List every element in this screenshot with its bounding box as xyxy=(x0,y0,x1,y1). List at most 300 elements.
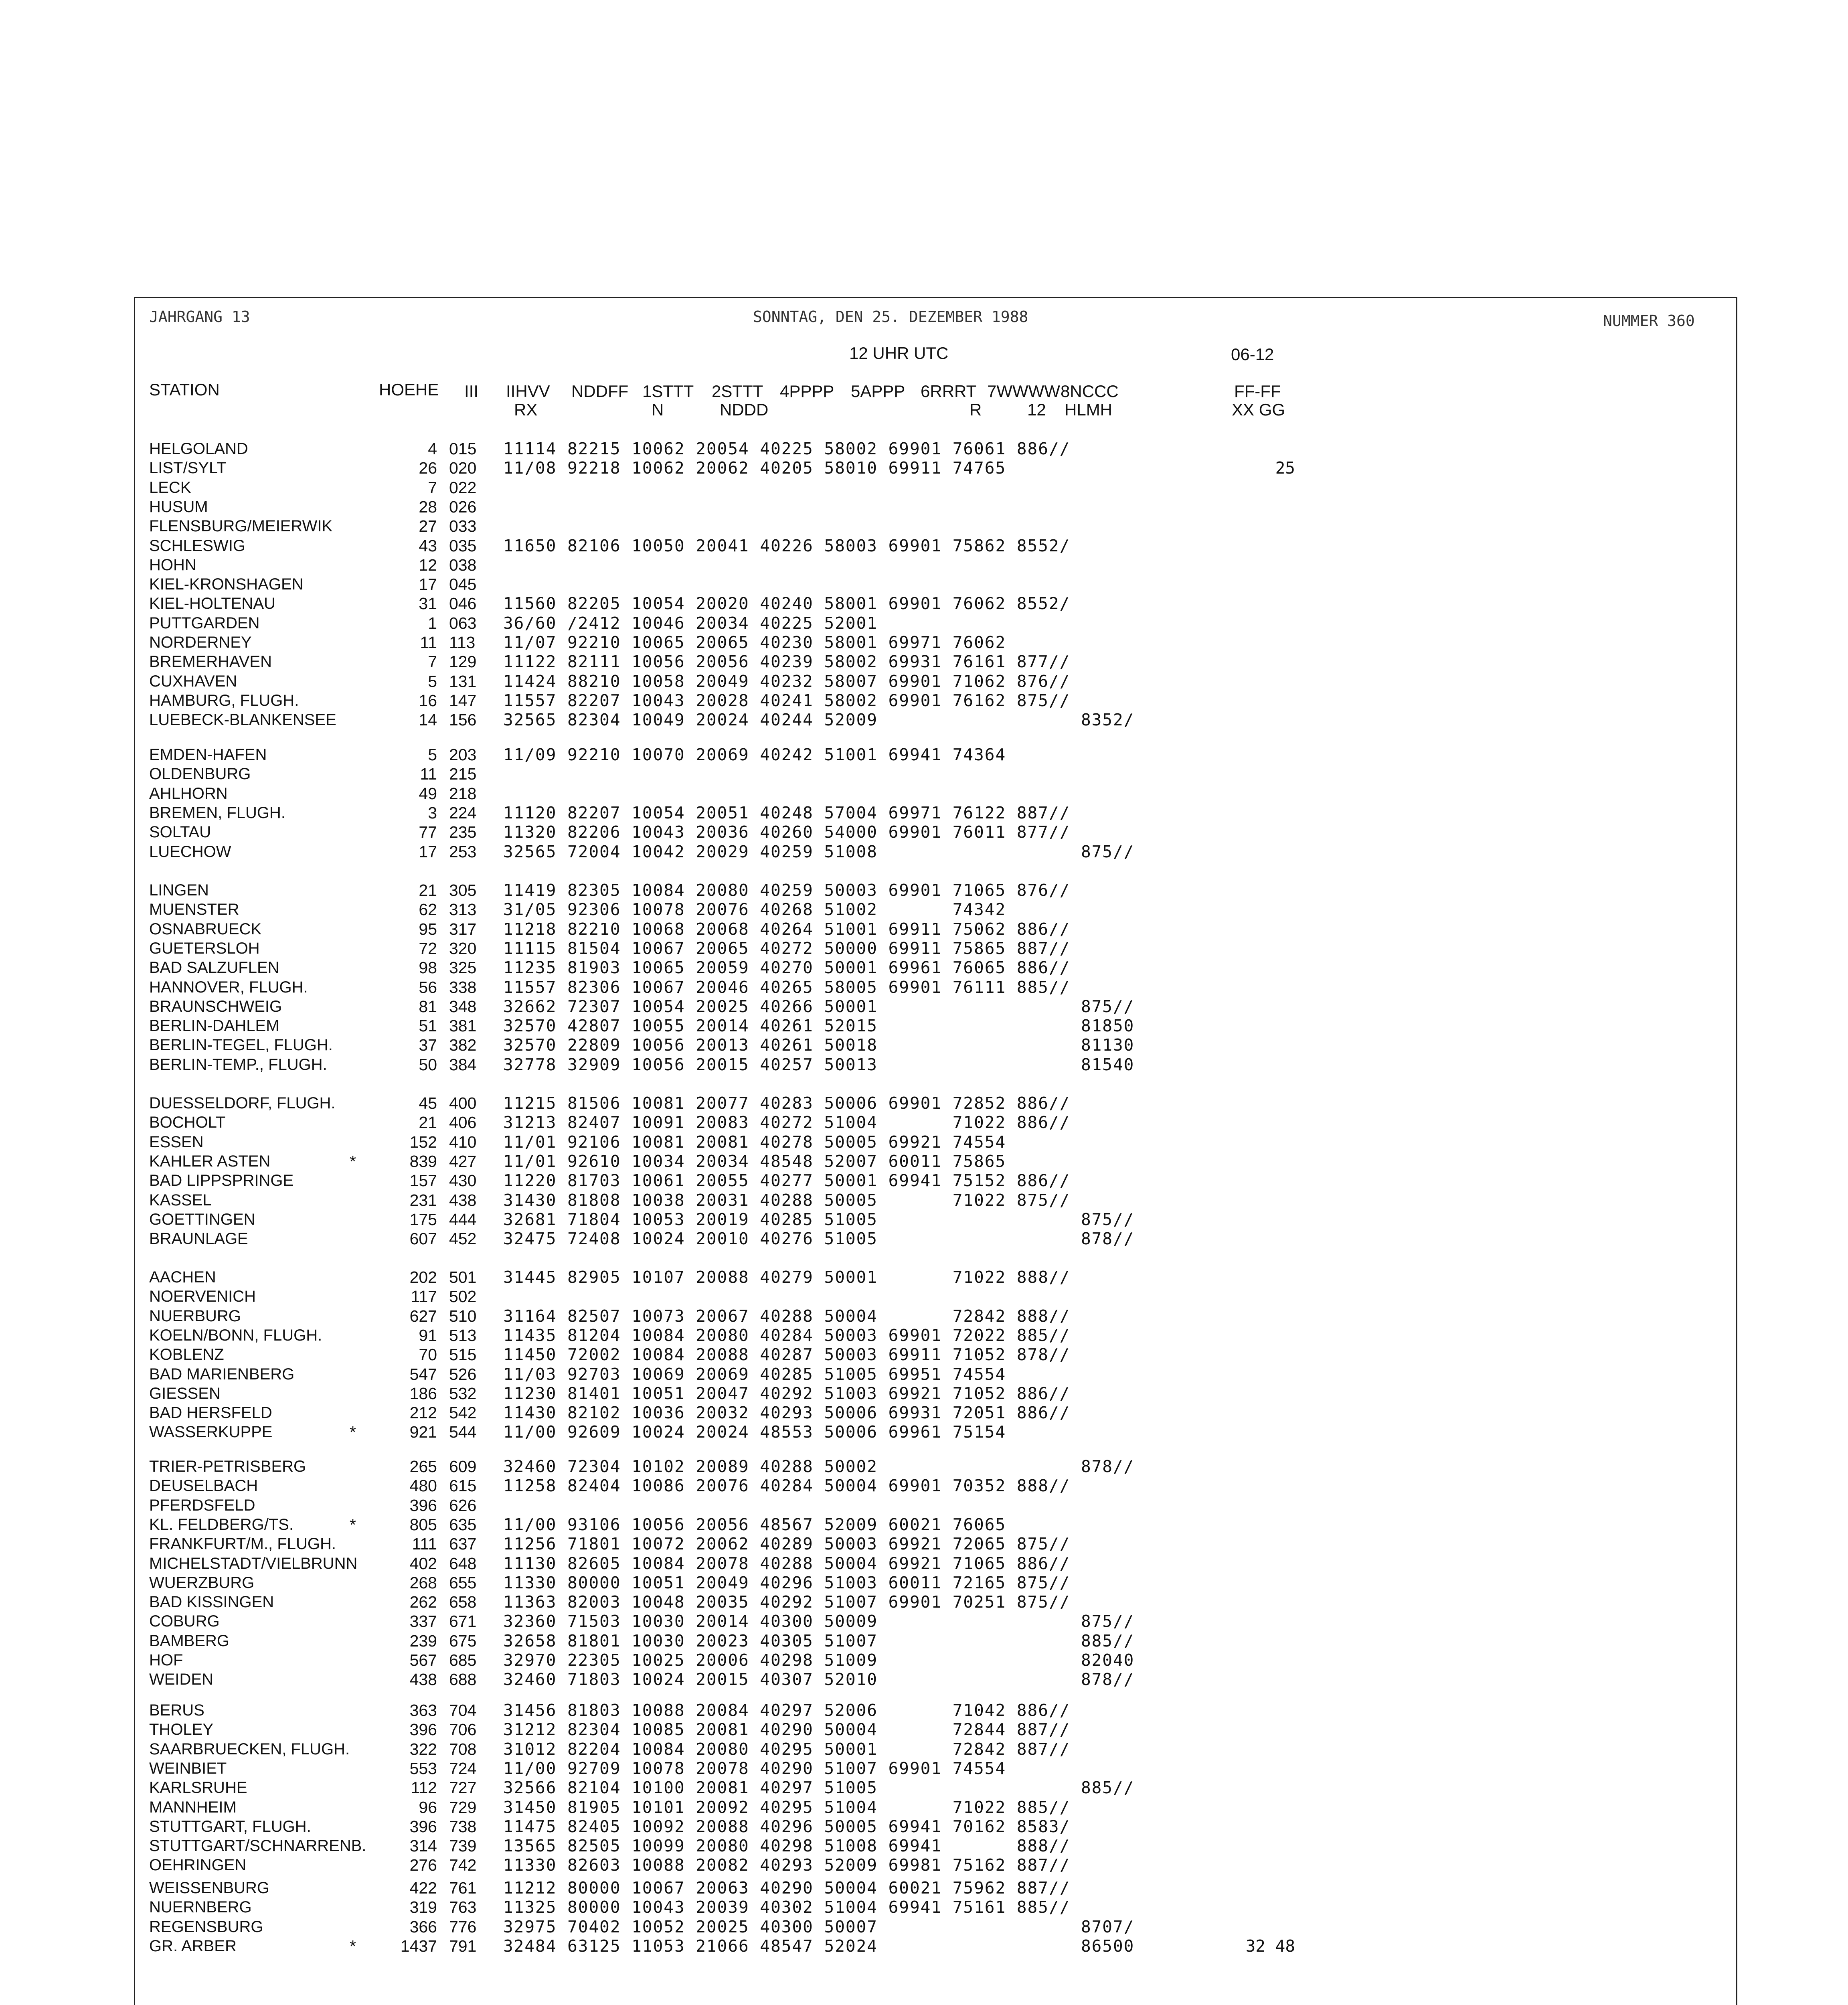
issue-number: NUMMER 360 xyxy=(1603,312,1695,330)
col-xxgg: XX GG xyxy=(1232,400,1285,419)
station-height: 337 xyxy=(409,1612,437,1630)
observation-code: 31012 82204 10084 20080 40295 50001 72842 887// xyxy=(503,1740,1071,1759)
station-name: KASSEL xyxy=(149,1191,212,1209)
table-row xyxy=(0,439,1848,458)
observation-code: 31212 82304 10085 20081 40290 50004 72844 887// xyxy=(503,1720,1071,1739)
station-index: 317 xyxy=(449,920,477,938)
station-name: BOCHOLT xyxy=(149,1114,226,1131)
station-height: 91 xyxy=(419,1326,437,1345)
table-row xyxy=(0,1759,1848,1778)
observation-code: 11115 81504 10067 20065 40272 50000 69911 75865 887// xyxy=(503,939,1071,958)
table-row xyxy=(0,1720,1848,1739)
col-2sttt: 2STTT xyxy=(712,382,763,401)
table-row xyxy=(0,1152,1848,1171)
station-name: LINGEN xyxy=(149,881,209,899)
station-index: 704 xyxy=(449,1701,477,1719)
station-name: HELGOLAND xyxy=(149,440,248,458)
station-height: 98 xyxy=(419,958,437,977)
table-row xyxy=(0,1191,1848,1210)
table-row xyxy=(0,614,1848,633)
station-index: 305 xyxy=(449,881,477,899)
observation-code: 31/05 92306 10078 20076 40268 51002 74342 xyxy=(503,900,1006,919)
table-row xyxy=(0,1701,1848,1720)
station-index: 224 xyxy=(449,804,477,822)
station-name: KARLSRUHE xyxy=(149,1779,247,1796)
station-height: 839 xyxy=(409,1152,437,1171)
table-row xyxy=(0,1055,1848,1074)
station-name: REGENSBURG xyxy=(149,1918,263,1936)
station-height: 56 xyxy=(419,978,437,996)
table-row xyxy=(0,516,1848,536)
station-name: WUERZBURG xyxy=(149,1574,255,1592)
table-row xyxy=(0,1287,1848,1306)
observation-code: 11258 82404 10086 20076 40284 50004 69901 70352 888// xyxy=(503,1476,1071,1495)
col-rx: RX xyxy=(514,400,538,419)
table-row xyxy=(0,1878,1848,1898)
station-index: 727 xyxy=(449,1778,477,1797)
col-n: N xyxy=(652,400,664,419)
table-row xyxy=(0,784,1848,803)
station-height: 11 xyxy=(420,633,437,652)
table-row xyxy=(0,1326,1848,1345)
station-name: BRAUNSCHWEIG xyxy=(149,998,282,1015)
observation-code: 11557 82306 10067 20046 40265 58005 69901 76111 885// xyxy=(503,978,1071,997)
station-height: 14 xyxy=(419,711,437,729)
station-height: 72 xyxy=(419,939,437,958)
station-height: 422 xyxy=(409,1879,437,1897)
table-row xyxy=(0,1210,1848,1229)
col-hoehe: HOEHE xyxy=(379,380,439,399)
station-index: 131 xyxy=(449,672,477,691)
col-8nccc: 8NCCC xyxy=(1061,382,1119,401)
station-index: 502 xyxy=(449,1287,477,1306)
table-row xyxy=(0,1515,1848,1534)
station-height: 21 xyxy=(419,881,437,899)
station-index: 113 xyxy=(449,633,476,652)
station-height: 402 xyxy=(409,1554,437,1573)
station-name: GIESSEN xyxy=(149,1385,221,1402)
station-name: BERLIN-TEGEL, FLUGH. xyxy=(149,1036,333,1054)
observation-code: 11235 81903 10065 20059 40270 50001 69961 76065 886// xyxy=(503,958,1071,977)
table-row xyxy=(0,881,1848,900)
observation-code: 11/00 93106 10056 20056 48567 52009 60021 76065 xyxy=(503,1515,1006,1534)
col-iii: III xyxy=(464,382,479,401)
station-height: 607 xyxy=(409,1229,437,1248)
col-6rrrt: 6RRRT xyxy=(921,382,977,401)
station-height: 212 xyxy=(409,1404,437,1422)
station-index: 015 xyxy=(449,439,477,458)
station-height: 1 xyxy=(428,614,437,632)
observation-code: 32565 82304 10049 20024 40244 52009 8352/ xyxy=(503,710,1135,729)
station-index: 438 xyxy=(449,1191,477,1209)
station-height: 50 xyxy=(419,1055,437,1074)
station-name: MUENSTER xyxy=(149,901,239,918)
observation-code: 11/01 92106 10081 20081 40278 50005 69921 74554 xyxy=(503,1132,1006,1152)
station-index: 515 xyxy=(449,1345,477,1364)
table-row xyxy=(0,1496,1848,1515)
station-name: HUSUM xyxy=(149,498,208,516)
station-name: KIEL-HOLTENAU xyxy=(149,595,275,612)
station-index: 020 xyxy=(449,459,477,477)
mountain-marker: * xyxy=(350,1515,356,1534)
col-4pppp: 4PPPP xyxy=(780,382,834,401)
station-name: NORDERNEY xyxy=(149,634,252,651)
station-index: 706 xyxy=(449,1720,477,1739)
station-index: 776 xyxy=(449,1918,477,1936)
time-label: 12 UHR UTC xyxy=(849,344,949,363)
station-index: 382 xyxy=(449,1036,477,1054)
station-height: 17 xyxy=(419,575,437,593)
station-name: HANNOVER, FLUGH. xyxy=(149,978,308,996)
table-row xyxy=(0,633,1848,652)
observation-code: 11560 82205 10054 20020 40240 58001 69901 76062 8552/ xyxy=(503,594,1071,613)
observation-code: 11215 81506 10081 20077 40283 50006 69901 72852 886// xyxy=(503,1094,1071,1113)
observation-code: 32658 81801 10030 20023 40305 51007 885// xyxy=(503,1631,1135,1651)
station-name: SOLTAU xyxy=(149,823,211,841)
station-name: NUERBURG xyxy=(149,1307,241,1325)
station-index: 671 xyxy=(449,1612,477,1630)
table-row xyxy=(0,1651,1848,1670)
station-name: STUTTGART, FLUGH. xyxy=(149,1818,311,1835)
col-nddd: NDDD xyxy=(720,400,769,419)
table-row xyxy=(0,652,1848,671)
station-height: 45 xyxy=(419,1094,437,1112)
observation-code: 11/01 92610 10034 20034 48548 52007 60011 75865 xyxy=(503,1152,1006,1171)
col-7wwww: 7WWWW xyxy=(987,382,1060,401)
observation-code: 31450 81905 10101 20092 40295 51004 71022 885// xyxy=(503,1798,1071,1817)
table-row xyxy=(0,745,1848,764)
station-index: 544 xyxy=(449,1423,477,1441)
table-row xyxy=(0,1171,1848,1190)
station-height: 567 xyxy=(409,1651,437,1669)
station-name: BREMERHAVEN xyxy=(149,653,272,670)
station-index: 791 xyxy=(449,1937,477,1955)
table-row xyxy=(0,1778,1848,1797)
station-index: 063 xyxy=(449,614,477,632)
station-height: 49 xyxy=(419,784,437,803)
station-name: LUECHOW xyxy=(149,843,231,861)
station-index: 724 xyxy=(449,1759,477,1778)
col-r: R xyxy=(970,400,982,419)
table-row xyxy=(0,1345,1848,1364)
table-row xyxy=(0,764,1848,784)
station-index: 156 xyxy=(449,711,477,729)
table-row xyxy=(0,1592,1848,1612)
observation-code: 11/07 92210 10065 20065 40230 58001 69971 76062 xyxy=(503,633,1006,652)
station-index: 615 xyxy=(449,1476,477,1495)
col-5appp: 5APPP xyxy=(851,382,905,401)
station-index: 400 xyxy=(449,1094,477,1112)
table-row xyxy=(0,1836,1848,1855)
observation-code: 32662 72307 10054 20025 40266 50001 875// xyxy=(503,997,1135,1016)
station-name: FLENSBURG/MEIERWIK xyxy=(149,517,333,535)
table-row xyxy=(0,1612,1848,1631)
table-row xyxy=(0,900,1848,919)
station-height: 51 xyxy=(419,1017,437,1035)
station-index: 235 xyxy=(449,823,477,841)
station-name: WASSERKUPPE xyxy=(149,1423,273,1441)
table-row xyxy=(0,1898,1848,1917)
observation-code: 11430 82102 10036 20032 40293 50006 69931 72051 886// xyxy=(503,1403,1071,1422)
observation-code: 11424 88210 10058 20049 40232 58007 69901 71062 876// xyxy=(503,672,1071,691)
station-name: GR. ARBER xyxy=(149,1937,237,1955)
station-index: 501 xyxy=(449,1268,477,1286)
station-index: 129 xyxy=(449,652,477,671)
station-name: BAD SALZUFLEN xyxy=(149,959,279,976)
station-height: 95 xyxy=(419,920,437,938)
observation-code: 11122 82111 10056 20056 40239 58002 69931 76161 877// xyxy=(503,652,1071,671)
station-height: 921 xyxy=(409,1423,437,1441)
observation-code: 32475 72408 10024 20010 40276 51005 878// xyxy=(503,1229,1135,1248)
station-index: 430 xyxy=(449,1171,477,1190)
observation-code: 31213 82407 10091 20083 40272 51004 71022 886// xyxy=(503,1113,1071,1132)
station-height: 366 xyxy=(409,1918,437,1936)
station-height: 5 xyxy=(428,745,437,764)
observation-code: 11/00 92609 10024 20024 48553 50006 69961 75154 xyxy=(503,1422,1006,1442)
station-name: LECK xyxy=(149,479,191,496)
observation-code: 31445 82905 10107 20088 40279 50001 71022 888// xyxy=(503,1268,1071,1287)
station-height: 7 xyxy=(428,652,437,671)
table-row xyxy=(0,1573,1848,1592)
station-index: 381 xyxy=(449,1017,477,1035)
station-height: 363 xyxy=(409,1701,437,1719)
station-index: 444 xyxy=(449,1210,477,1229)
station-index: 045 xyxy=(449,575,477,593)
table-row xyxy=(0,1740,1848,1759)
table-row xyxy=(0,1035,1848,1055)
station-name: BRAUNLAGE xyxy=(149,1230,248,1248)
table-row xyxy=(0,1384,1848,1403)
station-index: 215 xyxy=(449,765,477,783)
station-name: EMDEN-HAFEN xyxy=(149,746,267,764)
station-height: 37 xyxy=(419,1036,437,1054)
station-height: 396 xyxy=(409,1817,437,1836)
station-height: 202 xyxy=(409,1268,437,1286)
station-name: SAARBRUECKEN, FLUGH. xyxy=(149,1740,350,1758)
station-index: 609 xyxy=(449,1457,477,1476)
station-index: 526 xyxy=(449,1365,477,1383)
observation-code: 11650 82106 10050 20041 40226 58003 69901 75862 8552/ xyxy=(503,536,1071,555)
date-label: SONNTAG, DEN 25. DEZEMBER 1988 xyxy=(753,308,1028,326)
station-index: 685 xyxy=(449,1651,477,1669)
station-name: AACHEN xyxy=(149,1268,216,1286)
table-row xyxy=(0,497,1848,516)
table-row xyxy=(0,939,1848,958)
station-name: ESSEN xyxy=(149,1133,204,1151)
station-height: 96 xyxy=(419,1798,437,1817)
volume-label: JAHRGANG 13 xyxy=(149,308,250,326)
station-name: WEISSENBURG xyxy=(149,1879,270,1897)
table-row xyxy=(0,1016,1848,1035)
station-height: 438 xyxy=(409,1670,437,1689)
station-height: 43 xyxy=(419,537,437,555)
station-index: 739 xyxy=(449,1837,477,1855)
col-1sttt: 1STTT xyxy=(642,382,694,401)
station-height: 77 xyxy=(419,823,437,841)
table-row xyxy=(0,458,1848,478)
station-index: 253 xyxy=(449,843,477,861)
station-index: 035 xyxy=(449,537,477,555)
station-index: 532 xyxy=(449,1384,477,1403)
station-index: 313 xyxy=(449,900,477,919)
station-height: 268 xyxy=(409,1574,437,1592)
observation-code: 11220 81703 10061 20055 40277 50001 69941 75152 886// xyxy=(503,1171,1071,1190)
station-name: KOBLENZ xyxy=(149,1346,224,1363)
station-name: BAD MARIENBERG xyxy=(149,1365,295,1383)
observation-code: 32570 42807 10055 20014 40261 52015 81850 xyxy=(503,1016,1135,1035)
col-iihvv: IIHVV xyxy=(506,382,550,401)
observation-code: 11325 80000 10043 20039 40302 51004 69941 75161 885// xyxy=(503,1898,1071,1917)
station-height: 262 xyxy=(409,1593,437,1611)
station-name: THOLEY xyxy=(149,1721,214,1738)
station-height: 186 xyxy=(409,1384,437,1403)
observation-code: 32484 63125 11053 21066 48547 52024 86500 xyxy=(503,1936,1135,1956)
table-row xyxy=(0,1670,1848,1689)
station-name: BREMEN, FLUGH. xyxy=(149,804,286,822)
station-height: 70 xyxy=(419,1345,437,1364)
table-row xyxy=(0,1936,1848,1956)
station-name: PFERDSFELD xyxy=(149,1497,255,1514)
mountain-marker: * xyxy=(350,1152,356,1171)
station-name: COBURG xyxy=(149,1612,220,1630)
station-name: OEHRINGEN xyxy=(149,1856,247,1874)
station-index: 406 xyxy=(449,1113,477,1132)
observation-code: 36/60 /2412 10046 20034 40225 52001 xyxy=(503,614,878,633)
station-height: 314 xyxy=(409,1837,437,1855)
station-name: MANNHEIM xyxy=(149,1798,237,1816)
table-row xyxy=(0,997,1848,1016)
station-name: GUETERSLOH xyxy=(149,940,260,957)
table-row xyxy=(0,555,1848,575)
station-name: BERLIN-TEMP., FLUGH. xyxy=(149,1056,327,1073)
observation-code: 32460 71803 10024 20015 40307 52010 878// xyxy=(503,1670,1135,1689)
station-index: 738 xyxy=(449,1817,477,1836)
observation-code: 32778 32909 10056 20015 40257 50013 81540 xyxy=(503,1055,1135,1074)
station-height: 117 xyxy=(411,1287,437,1306)
station-name: WEINBIET xyxy=(149,1760,227,1777)
station-name: NOERVENICH xyxy=(149,1288,256,1305)
table-row xyxy=(0,672,1848,691)
station-height: 396 xyxy=(409,1496,437,1515)
table-row xyxy=(0,1422,1848,1442)
station-height: 26 xyxy=(419,459,437,477)
station-index: 427 xyxy=(449,1152,477,1171)
observation-code: 11363 82003 10048 20035 40292 51007 69901 70251 875// xyxy=(503,1592,1071,1612)
station-height: 553 xyxy=(409,1759,437,1778)
station-index: 729 xyxy=(449,1798,477,1817)
observation-code: 11120 82207 10054 20051 40248 57004 69971 76122 887// xyxy=(503,803,1071,822)
observation-code: 11/08 92218 10062 20062 40205 58010 69911 74765 xyxy=(503,458,1006,478)
station-index: 658 xyxy=(449,1593,477,1611)
station-index: 203 xyxy=(449,745,477,764)
observation-code: 13565 82505 10099 20080 40298 51008 69941 888// xyxy=(503,1836,1071,1855)
station-height: 396 xyxy=(409,1720,437,1739)
col-12: 12 xyxy=(1027,400,1046,419)
station-height: 17 xyxy=(419,843,437,861)
observation-code: 32566 82104 10100 20081 40297 51005 885// xyxy=(503,1778,1135,1797)
station-name: KL. FELDBERG/TS. xyxy=(149,1516,294,1533)
station-height: 4 xyxy=(428,439,437,458)
station-name: OLDENBURG xyxy=(149,765,251,783)
table-row xyxy=(0,1534,1848,1553)
col-ff: FF-FF xyxy=(1234,382,1281,401)
observation-code: 11/03 92703 10069 20069 40285 51005 69951 74554 xyxy=(503,1365,1006,1384)
station-name: TRIER-PETRISBERG xyxy=(149,1458,306,1475)
observation-code: 32570 22809 10056 20013 40261 50018 81130 xyxy=(503,1035,1135,1055)
station-index: 218 xyxy=(449,784,477,803)
table-row xyxy=(0,1132,1848,1152)
station-name: AHLHORN xyxy=(149,785,228,802)
station-name: KAHLER ASTEN xyxy=(149,1152,271,1170)
table-row xyxy=(0,1229,1848,1248)
station-index: 655 xyxy=(449,1574,477,1592)
station-name: STUTTGART/SCHNARRENB. xyxy=(149,1837,366,1855)
observation-code: 32975 70402 10052 20025 40300 50007 8707/ xyxy=(503,1917,1135,1936)
observation-code: 11130 82605 10084 20078 40288 50004 69921 71065 886// xyxy=(503,1554,1071,1573)
table-row xyxy=(0,1631,1848,1651)
station-index: 384 xyxy=(449,1055,477,1074)
table-row xyxy=(0,536,1848,555)
station-height: 322 xyxy=(409,1740,437,1758)
table-row xyxy=(0,1817,1848,1836)
station-index: 637 xyxy=(449,1535,477,1553)
table-row xyxy=(0,1554,1848,1573)
station-height: 319 xyxy=(409,1898,437,1916)
table-row xyxy=(0,594,1848,613)
station-name: DEUSELBACH xyxy=(149,1477,258,1495)
station-index: 325 xyxy=(449,958,477,977)
station-height: 7 xyxy=(428,478,437,497)
table-row xyxy=(0,1306,1848,1326)
table-row xyxy=(0,803,1848,822)
station-name: KIEL-KRONSHAGEN xyxy=(149,575,304,593)
station-index: 338 xyxy=(449,978,477,996)
station-name: BERLIN-DAHLEM xyxy=(149,1017,279,1035)
observation-code: 32360 71503 10030 20014 40300 50009 875// xyxy=(503,1612,1135,1631)
station-height: 547 xyxy=(409,1365,437,1383)
station-name: WEIDEN xyxy=(149,1671,213,1688)
col-nddff: NDDFF xyxy=(571,382,629,401)
station-height: 62 xyxy=(419,900,437,919)
station-index: 046 xyxy=(449,594,477,613)
station-name: BAD KISSINGEN xyxy=(149,1593,274,1611)
station-height: 480 xyxy=(409,1476,437,1495)
station-height: 805 xyxy=(409,1515,437,1534)
table-row xyxy=(0,710,1848,729)
station-height: 152 xyxy=(409,1133,437,1151)
station-name: HAMBURG, FLUGH. xyxy=(149,692,299,709)
table-row xyxy=(0,1855,1848,1875)
station-height: 11 xyxy=(420,765,437,783)
mountain-marker: * xyxy=(350,1937,356,1955)
station-height: 627 xyxy=(409,1307,437,1325)
table-row xyxy=(0,1268,1848,1287)
station-name: GOETTINGEN xyxy=(149,1211,255,1228)
observation-code: 11557 82207 10043 20028 40241 58002 69901 76162 875// xyxy=(503,691,1071,710)
station-height: 111 xyxy=(412,1535,437,1553)
station-name: PUTTGARDEN xyxy=(149,614,260,632)
table-row xyxy=(0,1457,1848,1476)
station-name: BAD LIPPSPRINGE xyxy=(149,1172,294,1189)
observation-code: 11/09 92210 10070 20069 40242 51001 69941 74364 xyxy=(503,745,1006,764)
table-row xyxy=(0,478,1848,497)
station-name: NUERNBERG xyxy=(149,1898,252,1916)
observation-code: 11218 82210 10068 20068 40264 51001 69911 75062 886// xyxy=(503,919,1071,939)
observation-code: 11475 82405 10092 20088 40296 50005 69941 70162 8583/ xyxy=(503,1817,1071,1836)
station-index: 648 xyxy=(449,1554,477,1573)
station-index: 038 xyxy=(449,556,477,574)
station-index: 410 xyxy=(449,1133,477,1151)
